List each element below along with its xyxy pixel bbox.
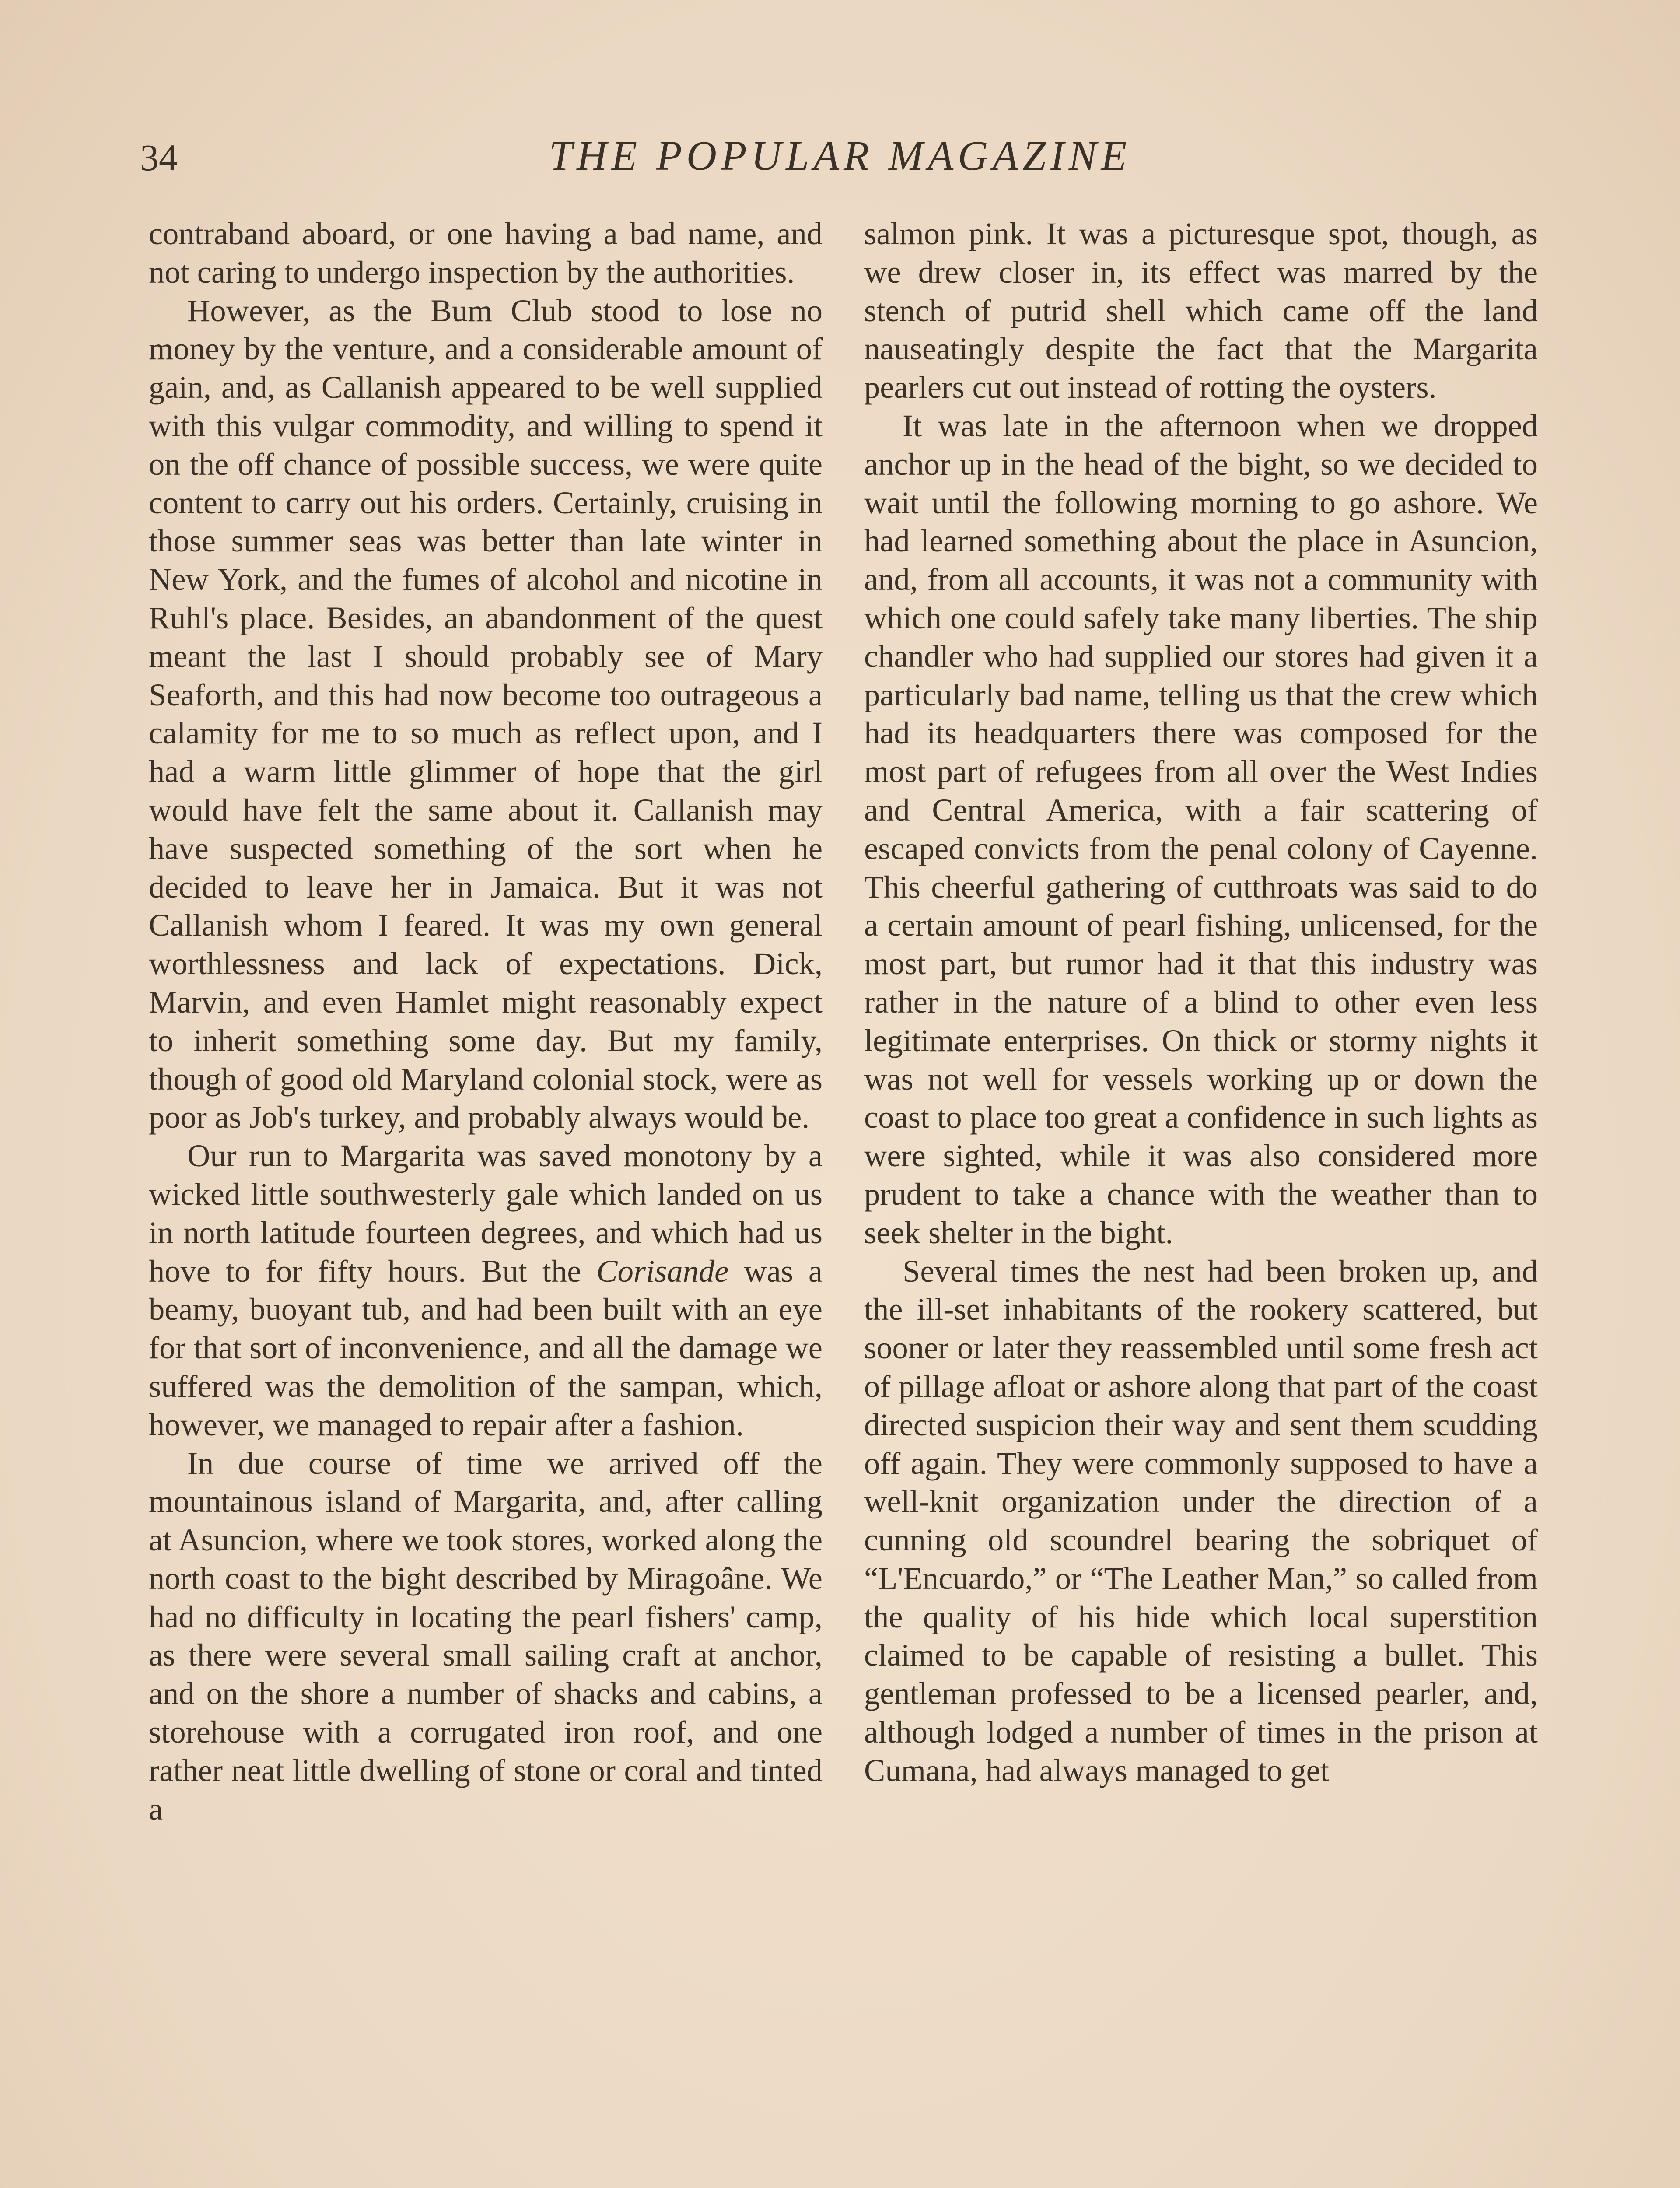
paragraph: contraband aboard, or one having a bad name, and not caring to undergo inspection by the authorities.	[149, 216, 822, 290]
paragraph	[149, 1136, 822, 1444]
running-head: THE POPULAR MAGAZINE	[549, 132, 1131, 179]
paragraph-text: Our run to Margarita was saved monotony by a wicked little southwesterly gale which landed on us in north latitude fourteen degrees, and which had us hove to for fifty hours. But the	[149, 1138, 822, 1289]
paragraph: In due course of time we arrived off the mountainous island of Margarita, and, after calling at Asuncion, where we took stores, worked along the north coast to the bight described by Miragoâne. We had no difficulty in locating the pearl fishers' camp, as there were several small sailing craft at anchor, and on the shore a number of shacks and cabins, a storehouse with a corrugated iron roof, and one rather neat little dwelling of stone or coral and tinted a	[149, 1445, 822, 1827]
right-column	[864, 214, 1538, 2188]
left-column	[149, 214, 822, 2188]
paragraph: Several times the nest had been broken up, and the ill-set inhabitants of the rookery scattered, but sooner or later they reassembled until some fresh act of pillage afloat or ashore along that part of the coast directed suspicion their way and sent them scudding off again. They were commonly supposed to have a well-knit organization under the direction of a cunning old scoundrel bearing the sobriquet of “L'Encuardo,” or “The Leather Man,” so called from the quality of his hide which local superstition claimed to be capable of resisting a bullet. This gentleman professed to be a licensed pearler, and, although lodged a number of times in the prison at Cumana, had always managed to get	[864, 1253, 1538, 1788]
page-number: 34	[140, 137, 178, 179]
paragraph-text: was a beamy, buoyant tub, and had been built with an eye for that sort of inconvenience, and all the damage we suffered was the demolition of the sampan, which, however, we managed to repair after a fashion.	[149, 1253, 822, 1442]
paragraph: However, as the Bum Club stood to lose no money by the venture, and a considerable amount of gain, and, as Callanish appeared to be well supplied with this vulgar commodity, and willing to spend it on the off chance of possible success, we were quite content to carry out his orders. Certainly, cruising in those summer seas was better than late winter in New York, and the fumes of alcohol and nicotine in Ruhl's place. Besides, an abandonment of the quest meant the last I should probably see of Mary Seaforth, and this had now become too outrageous a calamity for me to so much as reflect upon, and I had a warm little glimmer of hope that the girl would have felt the same about it. Callanish may have suspected something of the sort when he decided to leave her in Jamaica. But it was not Callanish whom I feared. It was my own general worthlessness and lack of expectations. Dick, Marvin, and even Hamlet might reasonably expect to inherit something some day. But my family, though of good old Maryland colonial stock, were as poor as Job's turkey, and probably always would be.	[149, 292, 822, 1135]
paragraph: salmon pink. It was a picturesque spot, though, as we drew closer in, its effect was marred by the stench of putrid shell which came off the land nauseatingly despite the fact that the Margarita pearlers cut out instead of rotting the oysters.	[864, 216, 1538, 405]
ship-name: Corisande	[596, 1253, 729, 1289]
page-header	[140, 131, 1540, 188]
paragraph: It was late in the afternoon when we dropped anchor up in the head of the bight, so we decided to wait until the following morning to go ashore. We had learned something about the place in Asuncion, and, from all accounts, it was not a community with which one could safely take many liberties. The ship chandler who had supplied our stores had given it a particularly bad name, telling us that the crew which had its headquarters there was composed for the most part of refugees from all over the West Indies and Central America, with a fair scattering of escaped convicts from the penal colony of Cayenne. This cheerful gathering of cutthroats was said to do a certain amount of pearl fishing, unlicensed, for the most part, but rumor had it that this industry was rather in the nature of a blind to other even less legitimate enterprises. On thick or stormy nights it was not well for vessels working up or down the coast to place too great a confidence in such lights as were sighted, while it was also considered more prudent to take a chance with the weather than to seek shelter in the bight.	[864, 407, 1538, 1250]
